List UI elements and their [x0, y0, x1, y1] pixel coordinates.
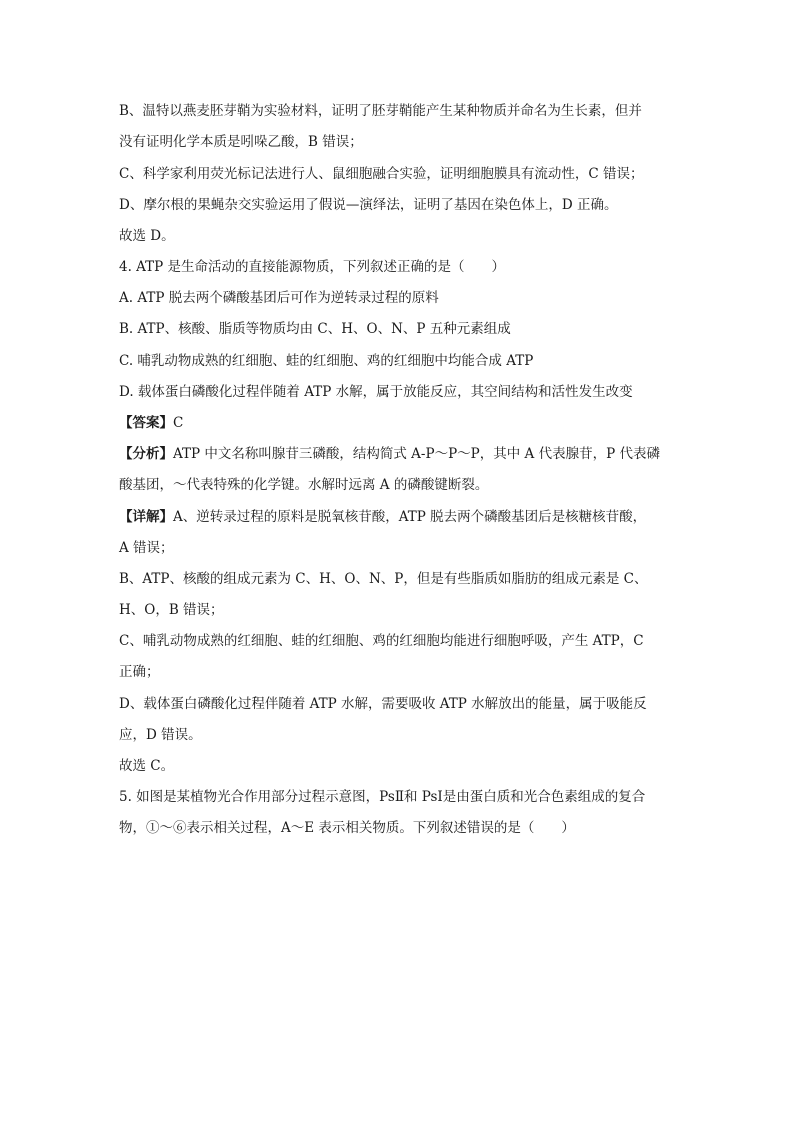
- detail-text: A、逆转录过程的原料是脱氧核苷酸，ATP 脱去两个磷酸基团后是核糖核苷酸，: [173, 509, 647, 525]
- paragraph-line: 酸基团，～代表特殊的化学键。水解时远离 A 的磷酸键断裂。: [119, 477, 489, 493]
- paragraph-line: A 错误；: [119, 540, 174, 556]
- paragraph-line: B、ATP、核酸的组成元素为 C、H、O、N、P，但是有些脂质如脂肪的组成元素是 C、: [119, 571, 648, 587]
- paragraph-line: 没有证明化学本质是吲哚乙酸，B 错误；: [119, 134, 363, 150]
- paragraph-line: C、科学家利用荧光标记法进行人、鼠细胞融合实验，证明细胞膜具有流动性，C 错误；: [119, 166, 644, 182]
- option-d: D. 载体蛋白磷酸化过程伴随着 ATP 水解，属于放能反应，其空间结构和活性发生改变: [119, 384, 633, 400]
- option-c: C. 哺乳动物成熟的红细胞、蛙的红细胞、鸡的红细胞中均能合成 ATP: [119, 353, 534, 369]
- option-b: B. ATP、核酸、脂质等物质均由 C、H、O、N、P 五种元素组成: [119, 321, 511, 337]
- paragraph-line: 正确；: [119, 664, 160, 680]
- answer-label: 【答案】: [119, 415, 173, 431]
- question-stem: 5. 如图是某植物光合作用部分过程示意图，PsⅡ和 PsⅠ是由蛋白质和光合色素组成的复合: [119, 789, 646, 805]
- detail-label: 【详解】: [119, 509, 173, 525]
- analysis-text: ATP 中文名称叫腺苷三磷酸，结构简式 A-P～P～P，其中 A 代表腺苷，P 代表磷: [173, 446, 660, 462]
- answer-value: C: [173, 415, 184, 431]
- paragraph-line: D、摩尔根的果蝇杂交实验运用了假说—演绎法，证明了基因在染色体上，D 正确。: [119, 197, 618, 213]
- paragraph-line: 故选 C。: [119, 758, 175, 774]
- option-a: A. ATP 脱去两个磷酸基团后可作为逆转录过程的原料: [119, 290, 439, 306]
- paragraph-line: B、温特以燕麦胚芽鞘为实验材料，证明了胚芽鞘能产生某种物质并命名为生长素，但并: [119, 103, 642, 119]
- paragraph-line: 故选 D。: [119, 228, 175, 244]
- question-stem: 4. ATP 是生命活动的直接能源物质，下列叙述正确的是（ ）: [119, 259, 506, 275]
- detail-line: [119, 507, 679, 527]
- analysis-label: 【分析】: [119, 446, 173, 462]
- paragraph-line: H、O，B 错误；: [119, 602, 224, 618]
- analysis-line: [119, 444, 679, 464]
- question-stem: 物，①～⑥表示相关过程，A～E 表示相关物质。下列叙述错误的是（ ）: [119, 820, 575, 836]
- paragraph-line: 应，D 错误。: [119, 727, 202, 743]
- paragraph-line: C、哺乳动物成熟的红细胞、蛙的红细胞、鸡的红细胞均能进行细胞呼吸，产生 ATP，C: [119, 633, 644, 649]
- paragraph-line: D、载体蛋白磷酸化过程伴随着 ATP 水解，需要吸收 ATP 水解放出的能量，属于吸能反: [119, 696, 647, 712]
- answer-line: [119, 413, 679, 433]
